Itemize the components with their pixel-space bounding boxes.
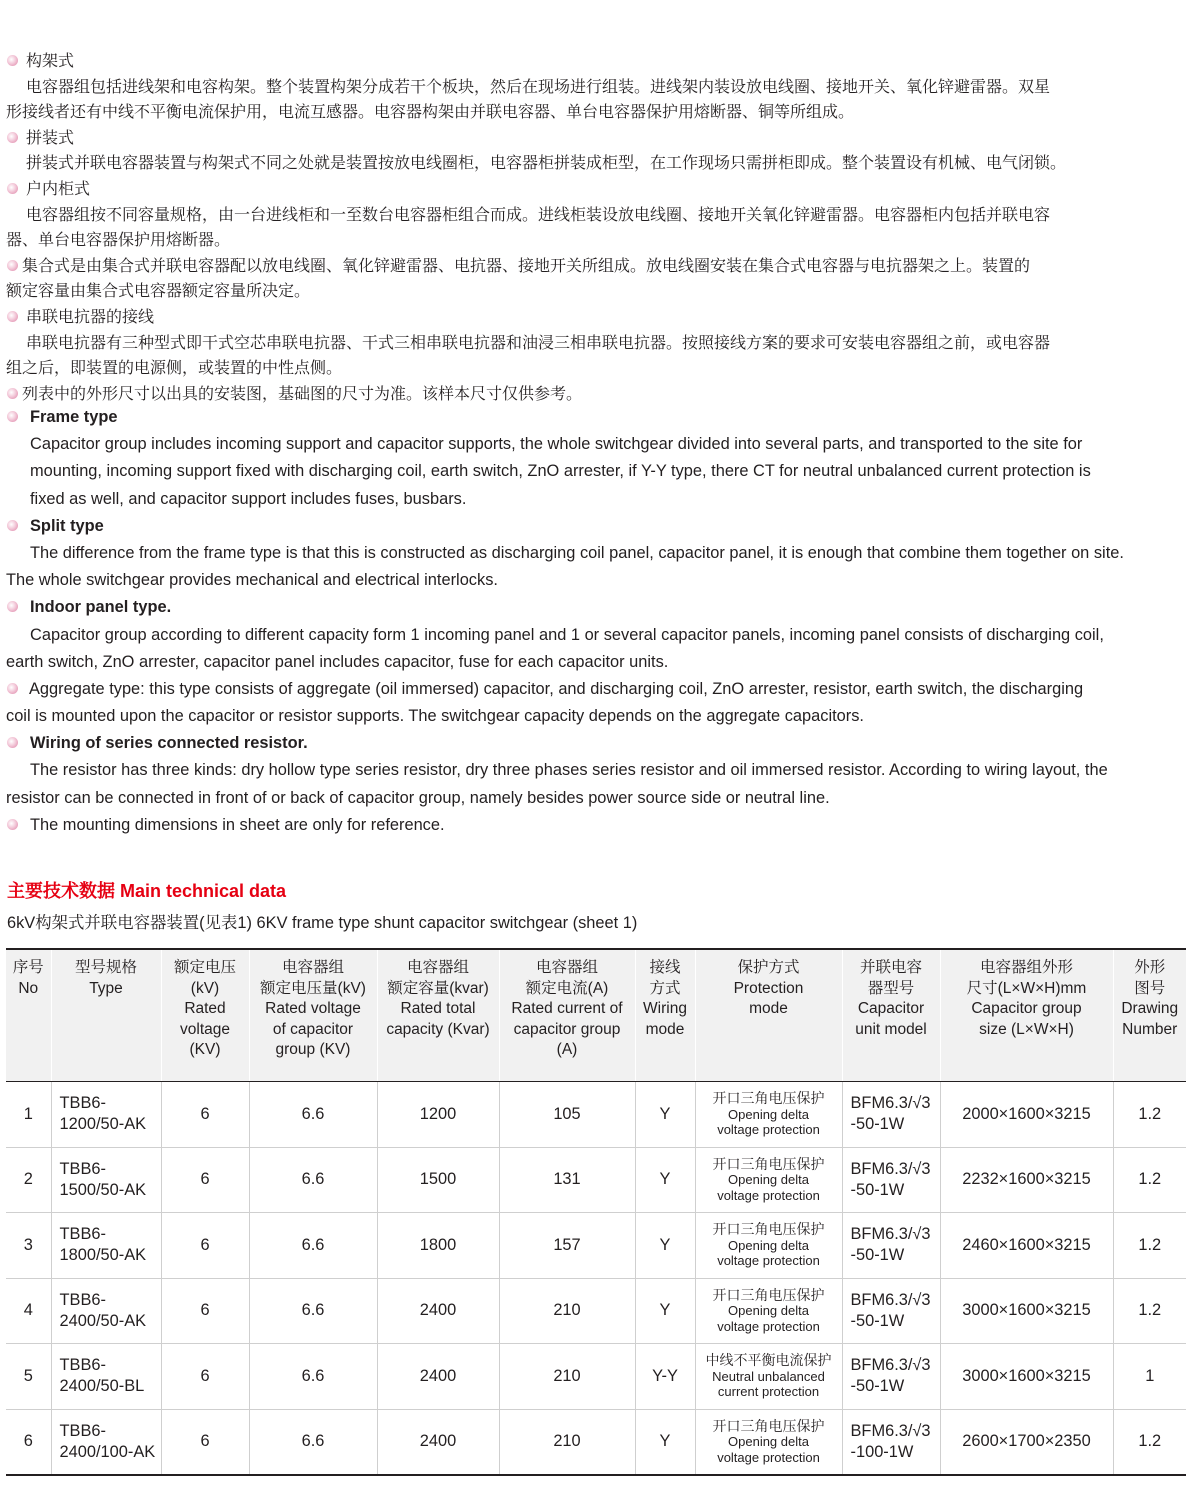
cell-line: -50-1W: [850, 1377, 905, 1396]
en-text: resistor can be connected in front of or back of capacitor group, namely besides power source side or neutral line.: [6, 788, 830, 807]
cn-text: 串联电抗器有三种型式即干式空芯串联电抗器、干式三相串联电抗器和油浸三相串联电抗器。按照接线方案的要求可安装电容器组之前，或电容器: [26, 332, 1051, 352]
bullet-icon: [7, 311, 18, 322]
header-line: 电容器组: [535, 959, 598, 976]
cell-line: voltage protection: [717, 1449, 820, 1465]
cn-line: [6, 48, 1194, 74]
table-row: [6, 1147, 1186, 1213]
en-line: [6, 594, 1194, 621]
header-line: mode: [749, 1000, 788, 1017]
en-text: Aggregate type: this type consists of aggregate (oil immersed) capacitor, and discharging coil, ZnO arrester, resistor, earth switch, the discharging: [29, 679, 1084, 698]
cell-protection: [695, 1278, 842, 1344]
cn-line: [6, 176, 1194, 202]
header-line: 器型号: [867, 979, 915, 997]
cell-drawing: 1.2: [1113, 1082, 1186, 1148]
header-line: 额定电压: [173, 959, 236, 976]
header-line: capacity (Kvar): [386, 1020, 490, 1038]
cell-line: BFM6.3/√3: [850, 1094, 931, 1113]
table-header-row: [6, 949, 1186, 1082]
header-line: group (KV): [275, 1041, 351, 1058]
cn-text: 形接线者还有中线不平衡电流保护用，电流互感器。电容器构架由并联电容器、单台电容器保护用熔断器、铜等所组成。: [6, 102, 855, 122]
cell-capacity: 1200: [377, 1082, 499, 1148]
header-wiring: [635, 949, 695, 1082]
cell-size: 3000×1600×3215: [940, 1278, 1113, 1344]
header-line: mode: [645, 1020, 685, 1038]
cn-line: [6, 330, 1194, 356]
cell-line: Opening delta: [728, 1172, 809, 1187]
table-row: [6, 1278, 1186, 1344]
cell-line: TBB6-: [59, 1225, 106, 1244]
cell-line: voltage protection: [717, 1253, 820, 1268]
cell-capacity: 1500: [377, 1147, 499, 1213]
cell-line: current protection: [717, 1384, 820, 1399]
cell-line: voltage protection: [717, 1187, 820, 1203]
cell-line: BFM6.3/√3: [850, 1225, 931, 1244]
en-text: The whole switchgear provides mechanical and electrical interlocks.: [6, 571, 498, 590]
en-line: [6, 567, 1194, 594]
cell-type: [51, 1213, 161, 1279]
header-line: 序号: [12, 959, 44, 976]
header-line: 接线: [649, 959, 681, 976]
cn-line: [6, 381, 1194, 407]
cell-protection: [695, 1344, 842, 1410]
en-line: [6, 730, 1194, 757]
header-line: Capacitor group: [971, 1000, 1082, 1017]
en-line: [6, 812, 1194, 839]
header-line: Number: [1122, 1020, 1178, 1038]
en-line: [6, 703, 1194, 730]
table-row: [6, 1344, 1186, 1410]
header-line: 额定电流(A): [525, 979, 609, 997]
cell-line: TBB6-: [59, 1094, 106, 1113]
en-heading-indoor: Indoor panel type.: [30, 598, 172, 617]
cell-protection: [695, 1409, 842, 1475]
header-no: [6, 949, 51, 1082]
cell-current: 210: [499, 1344, 635, 1410]
cn-line: [6, 355, 1194, 381]
header-line: Protection: [733, 979, 804, 997]
bullet-icon: [7, 132, 18, 143]
cn-line: [6, 99, 1194, 125]
header-line: Type: [89, 979, 123, 997]
en-line: [6, 676, 1194, 703]
en-line: [6, 513, 1194, 540]
header-line: capacitor group: [513, 1020, 621, 1038]
cell-wiring: Y: [635, 1082, 695, 1148]
cell-capacity: 2400: [377, 1278, 499, 1344]
header-drawing: [1113, 949, 1186, 1082]
cell-line: 1500/50-AK: [59, 1180, 147, 1199]
cell-line: TBB6-: [59, 1290, 106, 1309]
header-protection: [695, 949, 842, 1082]
cell-line: TBB6-: [59, 1356, 106, 1375]
cn-line: [6, 125, 1194, 151]
cell-line: Opening delta: [728, 1434, 809, 1449]
bullet-icon: [7, 520, 18, 531]
cn-text: 组之后，即装置的电源侧，或装置的中性点侧。: [6, 358, 343, 378]
cn-text: 集合式是由集合式并联电容器配以放电线圈、氧化锌避雷器、电抗器、接地开关所组成。放电线圈安装在集合式电容器与电抗器架之上。装置的: [22, 255, 1031, 275]
cell-model: [842, 1213, 940, 1279]
en-line: [6, 404, 1194, 431]
cell-line: 开口三角电压保护: [712, 1155, 825, 1172]
cell-current: 131: [499, 1147, 635, 1213]
cell-size: 3000×1600×3215: [940, 1344, 1113, 1410]
cell-size: 2600×1700×2350: [940, 1409, 1113, 1475]
cell-group-voltage: 6.6: [249, 1278, 377, 1344]
bullet-icon: [7, 55, 18, 66]
table-row: [6, 1213, 1186, 1279]
cell-model: [842, 1147, 940, 1213]
cell-line: -50-1W: [850, 1115, 905, 1134]
cell-no: 2: [6, 1147, 51, 1213]
en-text: Capacitor group includes incoming support and capacitor supports, the whole switchgear divided into several parts, and transported to the site for: [30, 435, 1083, 454]
bullet-icon: [7, 183, 18, 194]
chinese-description: [6, 48, 1194, 406]
bullet-icon: [7, 601, 18, 612]
cell-rated-voltage: 6: [161, 1278, 249, 1344]
table-body: [6, 1082, 1186, 1476]
cell-line: 开口三角电压保护: [712, 1221, 825, 1237]
english-description: [6, 404, 1194, 839]
cell-model: [842, 1278, 940, 1344]
cell-line: voltage protection: [717, 1122, 820, 1137]
en-text: The resistor has three kinds: dry hollow type series resistor, dry three phases series resistor and oil immersed resistor. According to wiring layout, the: [30, 761, 1108, 780]
header-line: Rated: [184, 1000, 226, 1017]
header-line: 电容器组: [281, 959, 344, 976]
cell-capacity: 2400: [377, 1409, 499, 1475]
bullet-icon: [7, 260, 18, 271]
cn-line: [6, 74, 1194, 100]
header-line: of capacitor: [272, 1020, 354, 1038]
cell-line: 中线不平衡电流保护: [705, 1352, 832, 1368]
cell-rated-voltage: 6: [161, 1213, 249, 1279]
cn-heading-series: 串联电抗器的接线: [26, 306, 155, 326]
cell-line: Opening delta: [728, 1106, 809, 1122]
cell-line: -100-1W: [850, 1442, 914, 1461]
cell-type: [51, 1409, 161, 1475]
en-line: [6, 757, 1194, 784]
bullet-icon: [7, 737, 18, 748]
en-line: [6, 540, 1194, 567]
cell-wiring: Y: [635, 1278, 695, 1344]
header-current: [499, 949, 635, 1082]
cell-line: 1800/50-AK: [59, 1246, 147, 1265]
header-model: [842, 949, 940, 1082]
cell-drawing: 1.2: [1113, 1409, 1186, 1475]
header-line: No: [18, 979, 39, 997]
table-title: 6kV构架式并联电容器装置(见表1) 6KV frame type shunt capacitor switchgear (sheet 1): [7, 914, 638, 932]
cell-capacity: 1800: [377, 1213, 499, 1279]
cell-wiring: Y: [635, 1409, 695, 1475]
cell-group-voltage: 6.6: [249, 1344, 377, 1410]
cell-group-voltage: 6.6: [249, 1409, 377, 1475]
table-row: [6, 1082, 1186, 1148]
bullet-icon: [7, 819, 18, 830]
header-line: (KV): [189, 1041, 221, 1058]
header-line: Capacitor: [857, 1000, 925, 1017]
cell-wiring: Y: [635, 1147, 695, 1213]
cell-model: [842, 1409, 940, 1475]
cn-line: [6, 278, 1194, 304]
en-line: [6, 649, 1194, 676]
cn-text: 电容器组包括进线架和电容构架。整个装置构架分成若干个板块，然后在现场进行组装。进线架内装设放电线圈、接地开关、氧化锌避雷器。双星: [26, 76, 1051, 96]
cell-line: BFM6.3/√3: [850, 1421, 931, 1440]
cell-line: 开口三角电压保护: [712, 1417, 825, 1434]
cell-protection: [695, 1147, 842, 1213]
cell-drawing: 1: [1113, 1344, 1186, 1410]
cell-line: voltage protection: [717, 1318, 820, 1334]
cell-rated-voltage: 6: [161, 1147, 249, 1213]
header-line: 保护方式: [737, 959, 800, 976]
cell-size: 2460×1600×3215: [940, 1213, 1113, 1279]
header-line: (kV): [190, 979, 220, 997]
cn-line: [6, 202, 1194, 228]
en-line: [6, 431, 1194, 458]
cell-line: 开口三角电压保护: [712, 1286, 825, 1303]
cell-type: [51, 1082, 161, 1148]
header-line: (A): [556, 1041, 578, 1058]
cell-rated-voltage: 6: [161, 1082, 249, 1148]
en-line: [6, 622, 1194, 649]
cell-drawing: 1.2: [1113, 1278, 1186, 1344]
en-text: The mounting dimensions in sheet are only for reference.: [30, 815, 445, 834]
cell-line: 2400/100-AK: [59, 1442, 156, 1461]
cell-protection: [695, 1213, 842, 1279]
cell-no: 5: [6, 1344, 51, 1410]
cell-model: [842, 1082, 940, 1148]
header-line: 电容器组: [406, 959, 469, 976]
cell-line: 2400/50-BL: [59, 1377, 145, 1396]
header-line: 电容器组外形: [979, 959, 1073, 976]
cell-type: [51, 1278, 161, 1344]
header-rated-voltage: [161, 949, 249, 1082]
header-line: size (L×W×H): [979, 1020, 1074, 1038]
header-line: Rated total: [400, 1000, 476, 1017]
cn-line: [6, 150, 1194, 176]
bullet-icon: [7, 388, 18, 399]
header-line: Wiring: [643, 1000, 687, 1017]
en-text: fixed as well, and capacitor support includes fuses, busbars.: [30, 489, 467, 508]
cell-line: -50-1W: [850, 1246, 905, 1265]
cn-text: 电容器组按不同容量规格，由一台进线柜和一至数台电容器柜组合而成。进线柜装设放电线圈、接地开关氧化锌避雷器。电容器柜内包括并联电容: [26, 204, 1051, 224]
cell-line: -50-1W: [850, 1311, 905, 1330]
header-line: 额定容量(kvar): [387, 979, 489, 997]
cell-line: Neutral unbalanced: [712, 1368, 825, 1384]
cell-drawing: 1.2: [1113, 1147, 1186, 1213]
en-text: Capacitor group according to different capacity form 1 incoming panel and 1 or several capacitor panels, incoming panel consists of discharging coil,: [30, 625, 1104, 644]
en-heading-wiring: Wiring of series connected resistor.: [30, 734, 308, 753]
en-heading-split: Split type: [30, 516, 104, 535]
cell-line: BFM6.3/√3: [850, 1356, 931, 1375]
cell-line: 1200/50-AK: [59, 1115, 147, 1134]
cell-rated-voltage: 6: [161, 1409, 249, 1475]
header-group-voltage: [249, 949, 377, 1082]
cn-text: 拼装式并联电容器装置与构架式不同之处就是装置按放电线圈柜，电容器柜拼装成柜型，在工作现场只需拼柜即成。整个装置设有机械、电气闭锁。: [26, 153, 1067, 173]
cell-wiring: Y-Y: [635, 1344, 695, 1410]
en-line: [6, 486, 1194, 513]
cell-group-voltage: 6.6: [249, 1147, 377, 1213]
cell-model: [842, 1344, 940, 1410]
cell-line: 开口三角电压保护: [712, 1090, 825, 1106]
en-text: coil is mounted upon the capacitor or resistor supports. The switchgear capacity depends on the aggregate capacitors.: [6, 707, 864, 726]
cell-line: -50-1W: [850, 1180, 905, 1199]
cell-no: 6: [6, 1409, 51, 1475]
en-heading-frame: Frame type: [30, 408, 118, 426]
header-line: 方式: [649, 979, 681, 997]
cell-current: 210: [499, 1409, 635, 1475]
en-text: mounting, incoming support fixed with discharging coil, earth switch, ZnO arrester, if Y-Y type, there CT for neutral unbalanced current protection is: [30, 462, 1091, 481]
cell-type: [51, 1344, 161, 1410]
header-size: [940, 949, 1113, 1082]
header-line: 额定电压量(kV): [260, 979, 366, 997]
cell-group-voltage: 6.6: [249, 1082, 377, 1148]
header-type: [51, 949, 161, 1082]
cn-text: 额定容量由集合式电容器额定容量所决定。: [6, 281, 311, 301]
cell-line: BFM6.3/√3: [850, 1290, 931, 1309]
cell-current: 105: [499, 1082, 635, 1148]
header-line: 型号规格: [74, 959, 137, 976]
header-line: Drawing: [1121, 1000, 1179, 1017]
header-line: 并联电容: [859, 959, 922, 976]
cell-no: 4: [6, 1278, 51, 1344]
cell-wiring: Y: [635, 1213, 695, 1279]
bullet-icon: [7, 411, 18, 422]
cell-line: 2400/50-AK: [59, 1311, 147, 1330]
cell-line: Opening delta: [728, 1237, 809, 1253]
bullet-icon: [7, 683, 18, 694]
cn-line: [6, 304, 1194, 330]
cell-protection: [695, 1082, 842, 1148]
header-line: 尺寸(L×W×H)mm: [966, 979, 1087, 997]
cell-current: 210: [499, 1278, 635, 1344]
cell-drawing: 1.2: [1113, 1213, 1186, 1279]
cell-line: Opening delta: [728, 1303, 809, 1318]
header-line: Rated current of: [511, 1000, 623, 1017]
cell-line: BFM6.3/√3: [850, 1159, 931, 1178]
cell-no: 1: [6, 1082, 51, 1148]
cell-rated-voltage: 6: [161, 1344, 249, 1410]
header-line: voltage: [180, 1020, 230, 1038]
cell-type: [51, 1147, 161, 1213]
cn-text: 列表中的外形尺寸以出具的安装图，基础图的尺寸为准。该样本尺寸仅供参考。: [22, 383, 583, 403]
en-line: [6, 785, 1194, 812]
cell-current: 157: [499, 1213, 635, 1279]
cell-group-voltage: 6.6: [249, 1213, 377, 1279]
header-line: 图号: [1134, 979, 1166, 997]
en-line: [6, 458, 1194, 485]
header-line: 外形: [1134, 959, 1166, 976]
section-title: 主要技术数据 Main technical data: [7, 881, 287, 901]
header-line: Rated voltage: [265, 1000, 361, 1017]
cell-no: 3: [6, 1213, 51, 1279]
cell-size: 2000×1600×3215: [940, 1082, 1113, 1148]
table-row: [6, 1409, 1186, 1475]
cn-heading-split: 拼装式: [26, 127, 75, 147]
en-text: earth switch, ZnO arrester, capacitor panel includes capacitor, fuse for each capacitor units.: [6, 652, 669, 671]
cell-capacity: 2400: [377, 1344, 499, 1410]
cn-heading-frame: 构架式: [26, 51, 75, 70]
cn-text: 器、单台电容器保护用熔断器。: [6, 230, 231, 250]
header-capacity: [377, 949, 499, 1082]
cell-line: TBB6-: [59, 1421, 106, 1440]
cn-heading-indoor: 户内柜式: [26, 178, 91, 198]
en-text: The difference from the frame type is that this is constructed as discharging coil panel, capacitor panel, it is enough that combine them together on site.: [30, 543, 1124, 562]
cn-line: [6, 227, 1194, 253]
technical-data-table: [6, 948, 1186, 1476]
cn-line: [6, 253, 1194, 279]
cell-size: 2232×1600×3215: [940, 1147, 1113, 1213]
cell-line: TBB6-: [59, 1159, 106, 1178]
header-line: unit model: [855, 1020, 927, 1038]
